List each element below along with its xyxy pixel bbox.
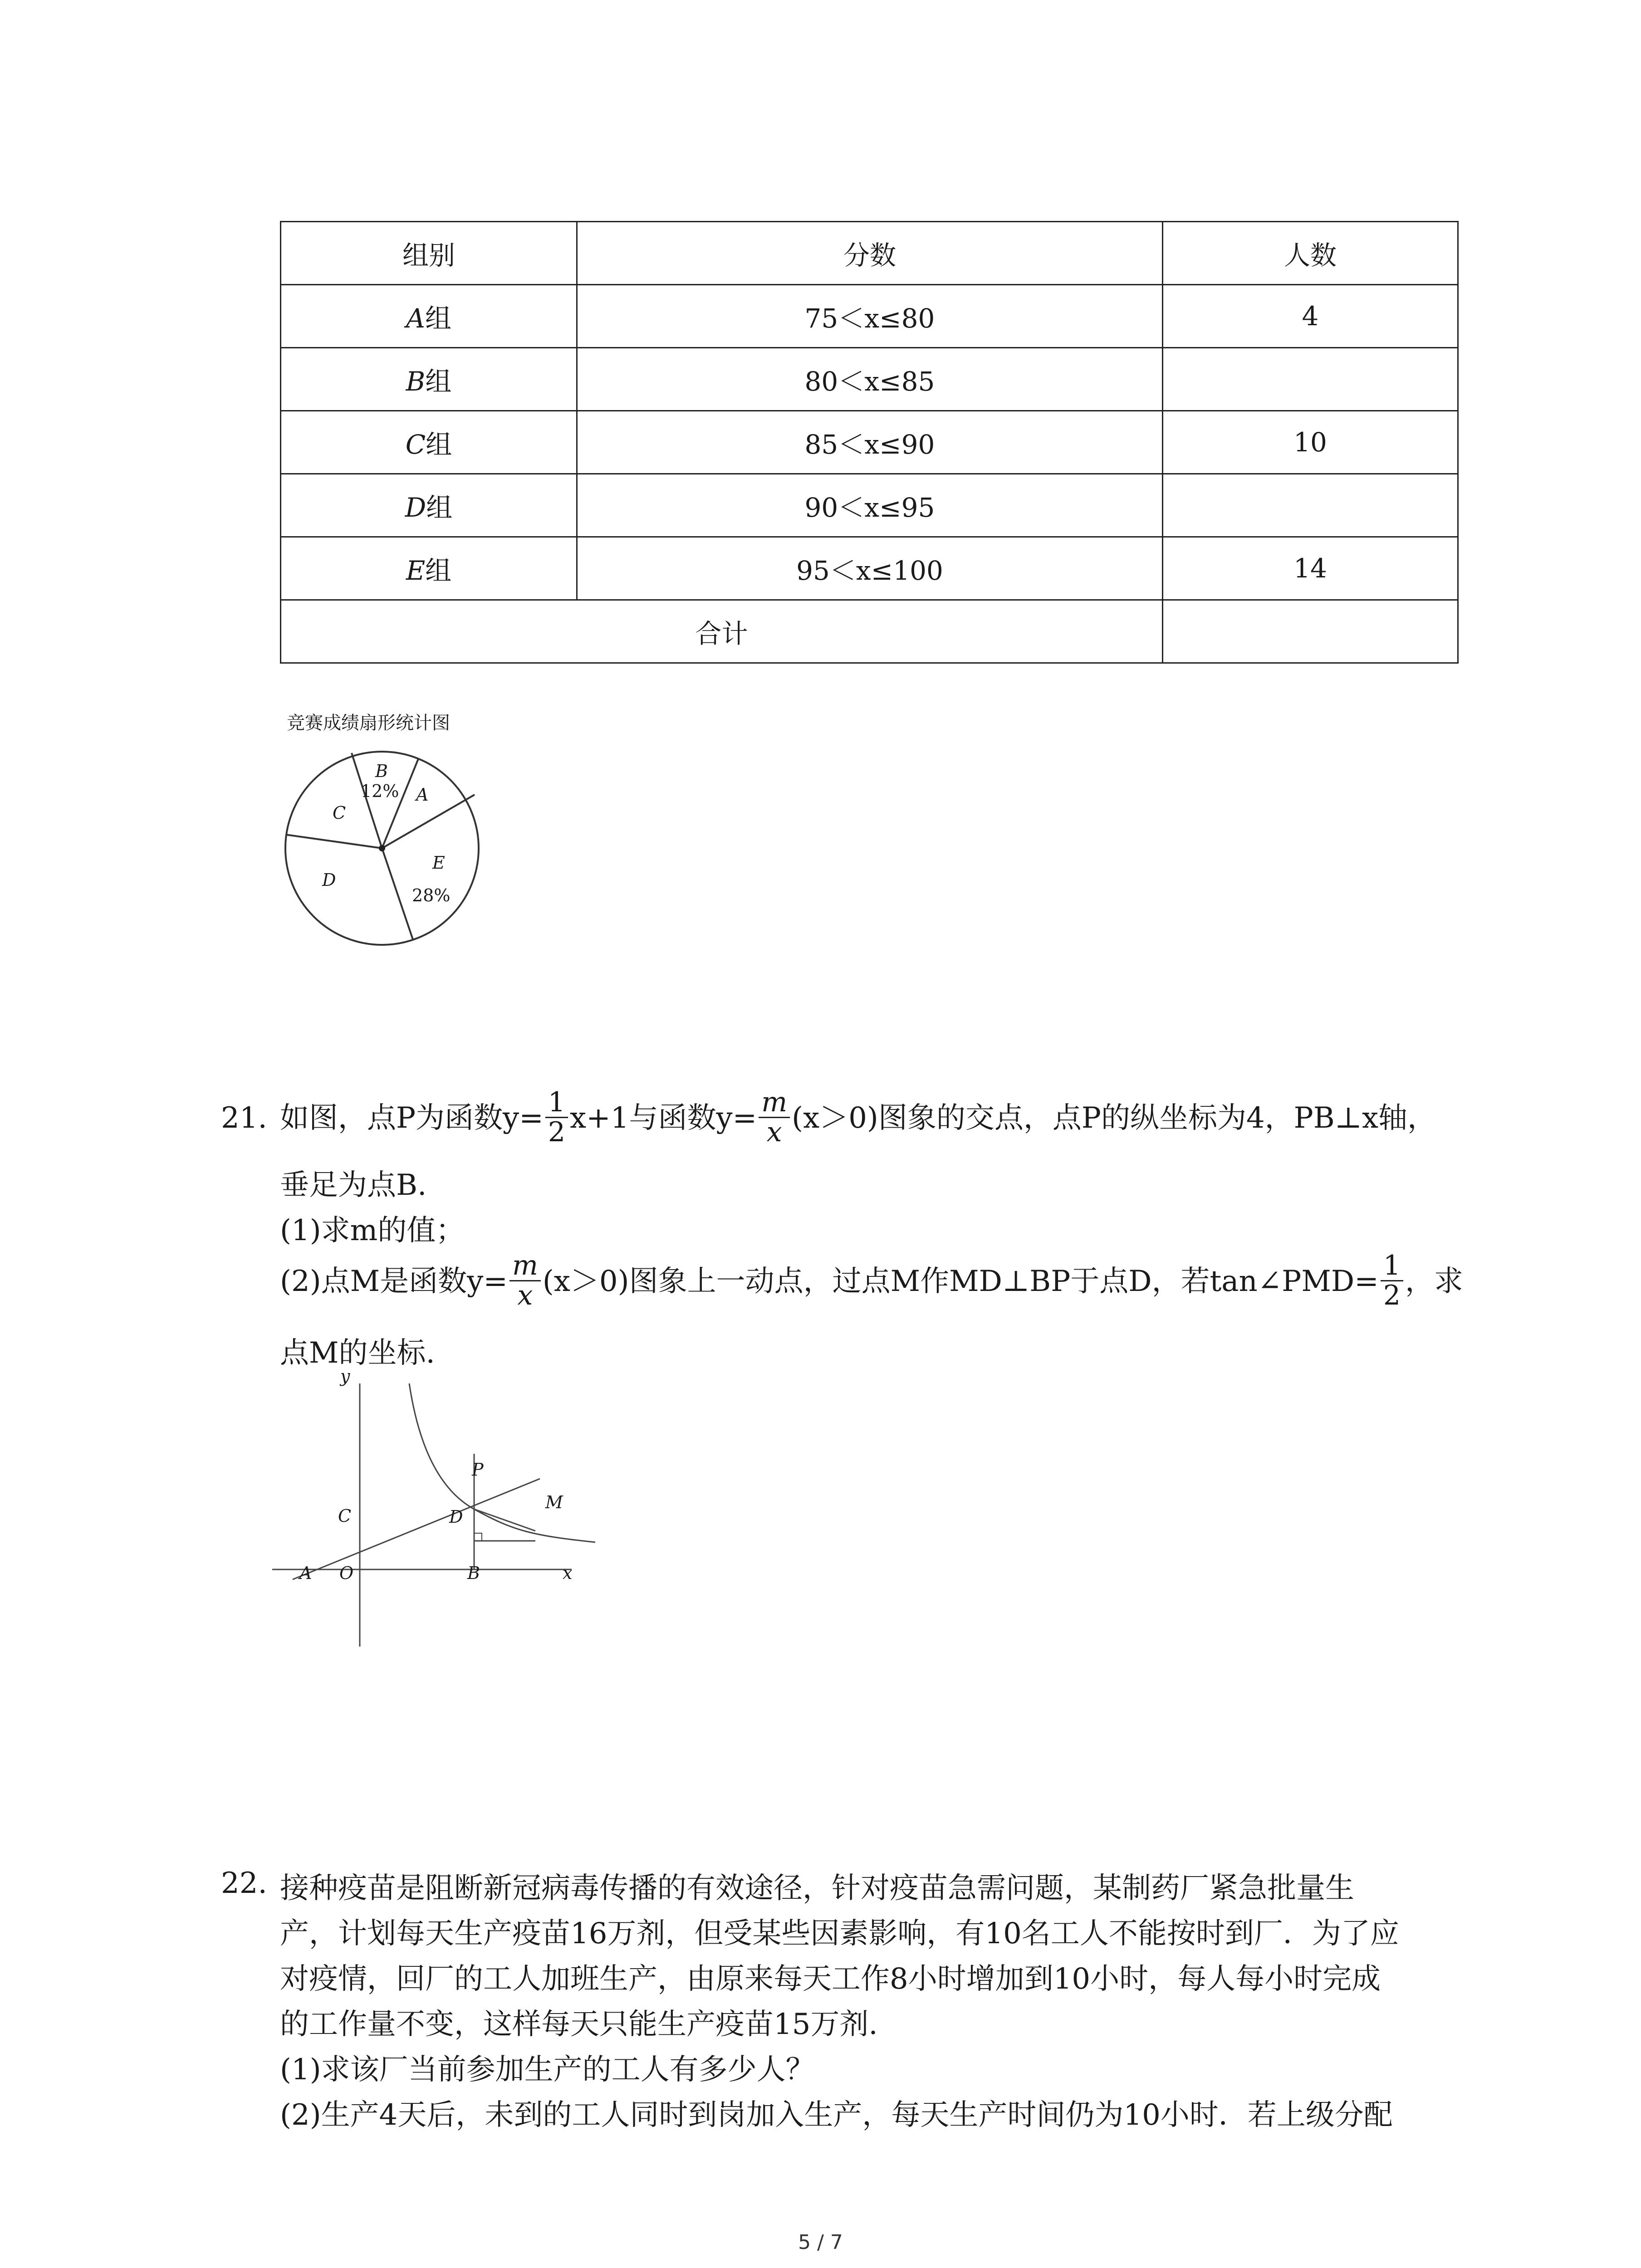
group-suffix: 组 [425,303,451,334]
q21-line2: 垂足为点B. [280,1168,427,1202]
group-letter: D [405,492,426,523]
pie-chart-title: 竞赛成绩扇形统计图 [287,713,450,733]
total-value-cell [1163,600,1458,663]
question-number: 22. [221,1867,267,1900]
fraction-denominator: x [766,1116,782,1148]
group-letter: C [405,429,426,460]
fraction-denominator: x [517,1280,533,1311]
table-row [281,411,1458,474]
graph-label-a: A [299,1563,312,1583]
fraction [545,1088,568,1147]
fraction-denominator: 2 [548,1116,566,1148]
pie-divider [382,848,413,939]
table-row [281,285,1458,348]
count-cell [1163,348,1458,411]
graph-label-o: O [339,1563,354,1583]
table-header-cell: 分数 [577,222,1163,285]
pie-label-d: D [322,870,336,890]
function-graph [272,1374,599,1656]
pie-label-b: B [375,761,388,781]
total-label-cell: 合计 [281,600,1163,663]
table-header-row [281,222,1458,285]
fraction-numerator: m [509,1251,541,1281]
range-cell: 80＜x≤85 [577,348,1163,411]
q22-line1: 接种疫苗是阻断新冠病毒传播的有效途径，针对疫苗急需问题，某制药厂紧急批量生 [280,1872,1354,1905]
graph-label-b: B [467,1563,480,1583]
group-suffix: 组 [425,555,452,586]
count-cell: 14 [1163,537,1458,600]
graph-label-d: D [449,1507,463,1527]
graph-label-x: x [563,1563,573,1583]
count-cell [1163,474,1458,537]
graph-label-p: P [472,1460,484,1480]
q21-line3: (1)求m的值； [280,1214,465,1247]
table-header-cell: 人数 [1163,222,1458,285]
q21-text: x+1与函数y= [570,1101,757,1135]
group-cell [281,537,577,600]
question-number: 21. [221,1101,267,1135]
q21-line5: 点M的坐标. [280,1336,435,1370]
group-suffix: 组 [426,492,453,523]
q22-line5: (1)求该厂当前参加生产的工人有多少人？ [280,2053,815,2087]
group-suffix: 组 [425,366,452,397]
pie-center-dot [379,845,385,851]
fraction-numerator: 1 [1381,1251,1403,1281]
range-cell: 95＜x≤100 [577,537,1163,600]
table-row [281,348,1458,411]
fraction-numerator: m [759,1088,790,1118]
table-row [281,537,1458,600]
page-number: 5 / 7 [798,2231,843,2254]
graph-label-m: M [545,1492,563,1512]
fraction-numerator: 1 [545,1088,568,1118]
group-cell [281,411,577,474]
group-letter: A [406,303,425,334]
pie-label-e: E [432,853,445,873]
range-cell: 85＜x≤90 [577,411,1163,474]
table-total-row [281,600,1458,663]
range-cell: 90＜x≤95 [577,474,1163,537]
fraction-denominator: 2 [1383,1280,1401,1311]
group-letter: B [406,366,426,397]
fraction [509,1251,541,1310]
group-letter: E [406,555,426,586]
table-row [281,474,1458,537]
score-table [280,221,1459,664]
pie-label-b-percent: 12% [361,781,399,801]
q21-line1 [280,1086,1437,1149]
q22-line4: 的工作量不变，这样每天只能生产疫苗15万剂. [280,2008,878,2041]
q22-line3: 对疫情，回厂的工人加班生产，由原来每天工作8小时增加到10小时，每人每小时完成 [280,1962,1381,1996]
right-angle-mark [474,1533,482,1541]
count-cell: 10 [1163,411,1458,474]
q21-text: (2)点M是函数y= [280,1265,508,1298]
linear-function-line [293,1479,540,1579]
q21-text: (x＞0)图象的交点，点P的纵坐标为4，PB⊥x轴， [792,1101,1437,1135]
group-cell [281,474,577,537]
table-header-cell: 组别 [281,222,577,285]
graph-label-c: C [338,1506,352,1526]
group-suffix: 组 [426,429,452,460]
group-cell [281,285,577,348]
group-cell [281,348,577,411]
q22-line6: (2)生产4天后，未到的工人同时到岗加入生产，每天生产时间仍为10小时．若上级分配 [280,2098,1393,2132]
segment-pm [474,1509,535,1531]
pie-divider [286,835,382,848]
q21-line4 [280,1250,1464,1313]
count-cell: 4 [1163,285,1458,348]
q21-text: 如图，点P为函数y= [280,1101,544,1135]
q21-text: (x＞0)图象上一动点，过点M作MD⊥BP于点D，若tan∠PMD= [542,1265,1379,1298]
fraction [1381,1251,1403,1310]
range-cell: 75＜x≤80 [577,285,1163,348]
graph-label-y: y [340,1366,350,1386]
pie-label-e-percent: 28% [412,885,451,905]
fraction [759,1088,790,1147]
pie-label-a: A [416,785,429,805]
q22-line2: 产，计划每天生产疫苗16万剂，但受某些因素影响，有10名工人不能按时到厂．为了应 [280,1917,1399,1950]
q21-text: ，求 [1405,1265,1464,1298]
pie-label-c: C [333,803,346,823]
